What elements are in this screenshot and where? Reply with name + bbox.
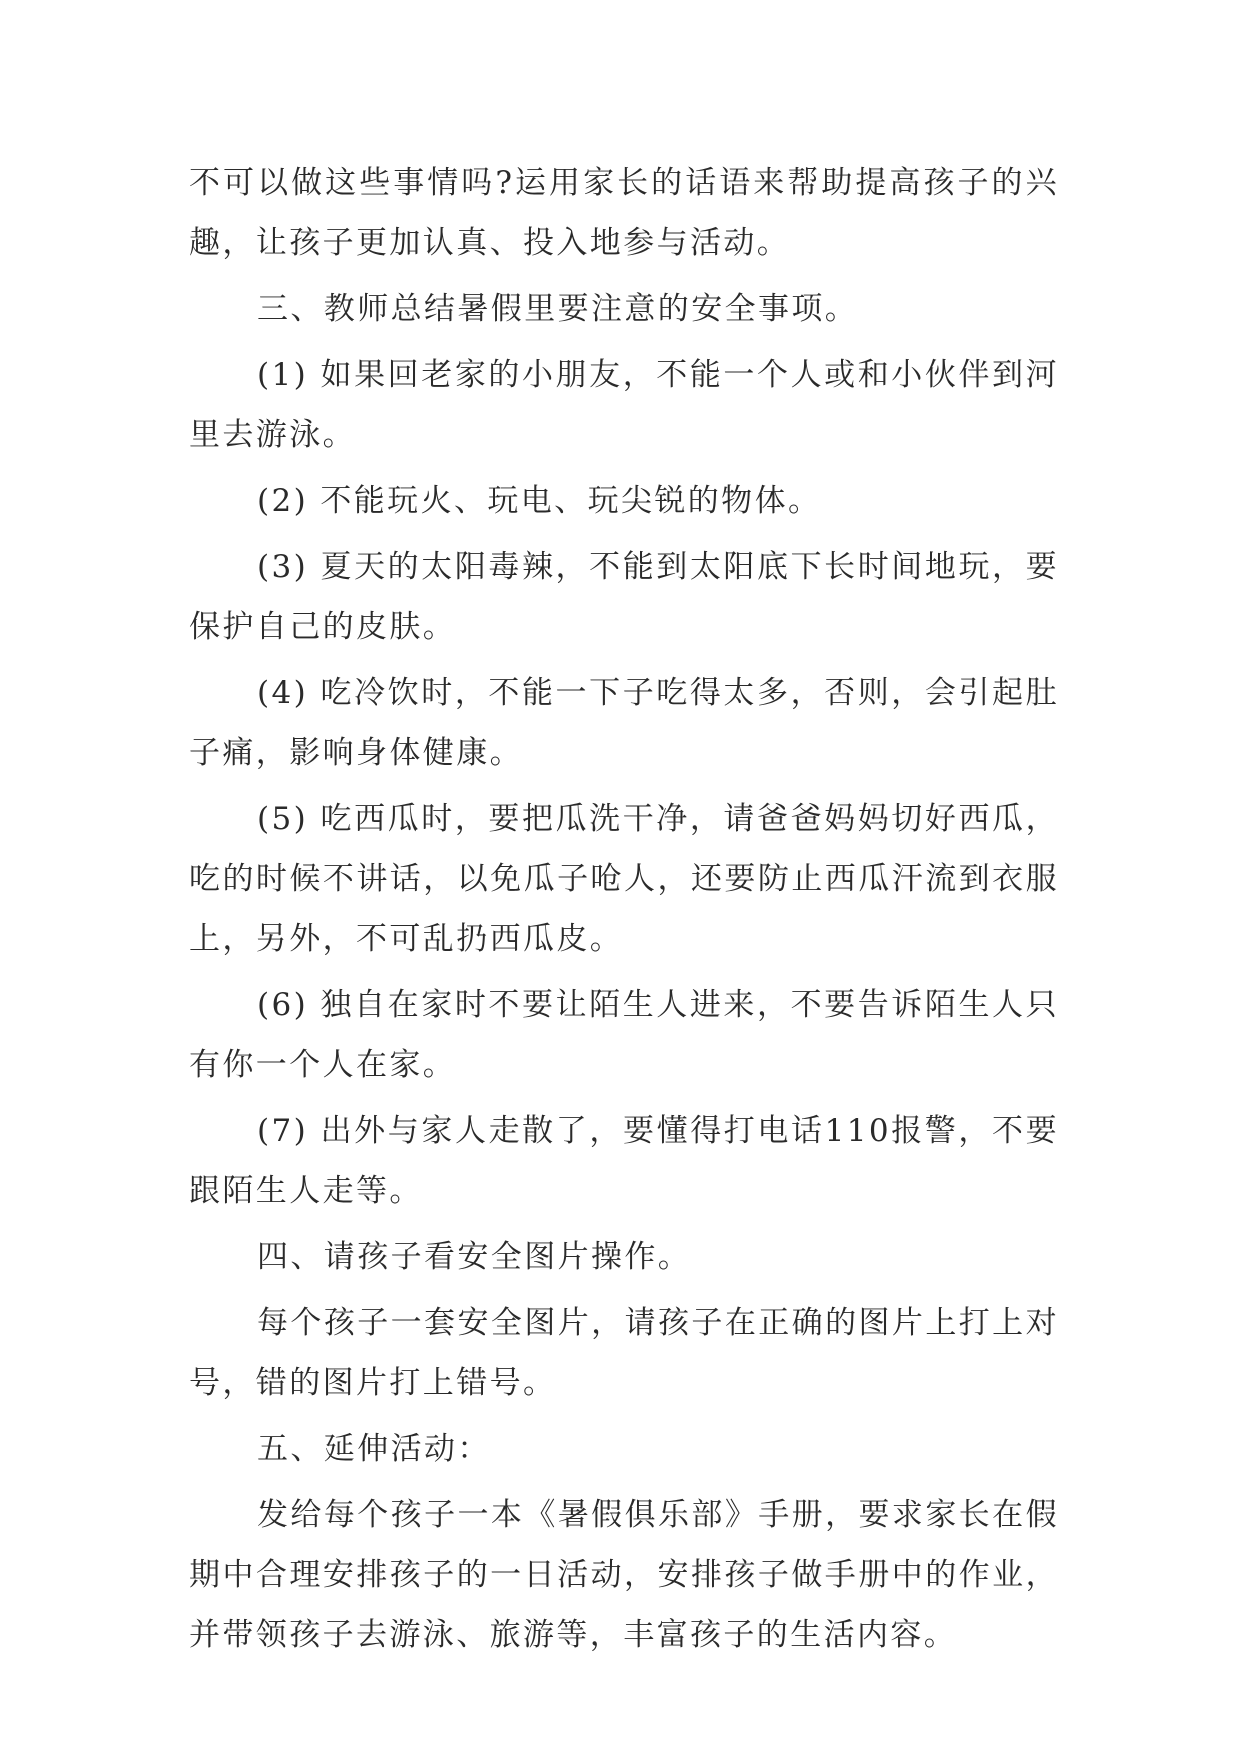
section-heading: 三、教师总结暑假里要注意的安全事项。	[257, 291, 859, 327]
list-item: (1) 如果回老家的小朋友，不能一个人或和小伙伴到河里去游泳。	[189, 357, 1059, 453]
list-item: (7) 出外与家人走散了，要懂得打电话110报警，不要跟陌生人走等。	[189, 1113, 1059, 1209]
list-item: (5) 吃西瓜时，要把瓜洗干净，请爸爸妈妈切好西瓜，吃的时候不讲话，以免瓜子呛人，还要防止西瓜汗流到衣服上，另外，不可乱扔西瓜皮。	[189, 801, 1059, 957]
paragraph: 每个孩子一套安全图片，请孩子在正确的图片上打上对号，错的图片打上错号。	[189, 1305, 1059, 1401]
paragraph: 不可以做这些事情吗?运用家长的话语来帮助提高孩子的兴趣，让孩子更加认真、投入地参与活动。	[189, 165, 1059, 261]
list-item: (2) 不能玩火、玩电、玩尖锐的物体。	[257, 483, 822, 519]
paragraph: 发给每个孩子一本《暑假俱乐部》手册，要求家长在假期中合理安排孩子的一日活动，安排孩子做手册中的作业，并带领孩子去游泳、旅游等，丰富孩子的生活内容。	[189, 1497, 1059, 1653]
list-item: (4) 吃冷饮时，不能一下子吃得太多，否则，会引起肚子痛，影响身体健康。	[189, 675, 1059, 771]
list-item: (3) 夏天的太阳毒辣，不能到太阳底下长时间地玩，要保护自己的皮肤。	[189, 549, 1059, 645]
section-heading: 四、请孩子看安全图片操作。	[257, 1239, 692, 1275]
document-body	[189, 153, 1059, 1671]
list-item: (6) 独自在家时不要让陌生人进来，不要告诉陌生人只有你一个人在家。	[189, 987, 1059, 1083]
section-heading: 五、延伸活动：	[257, 1431, 491, 1467]
